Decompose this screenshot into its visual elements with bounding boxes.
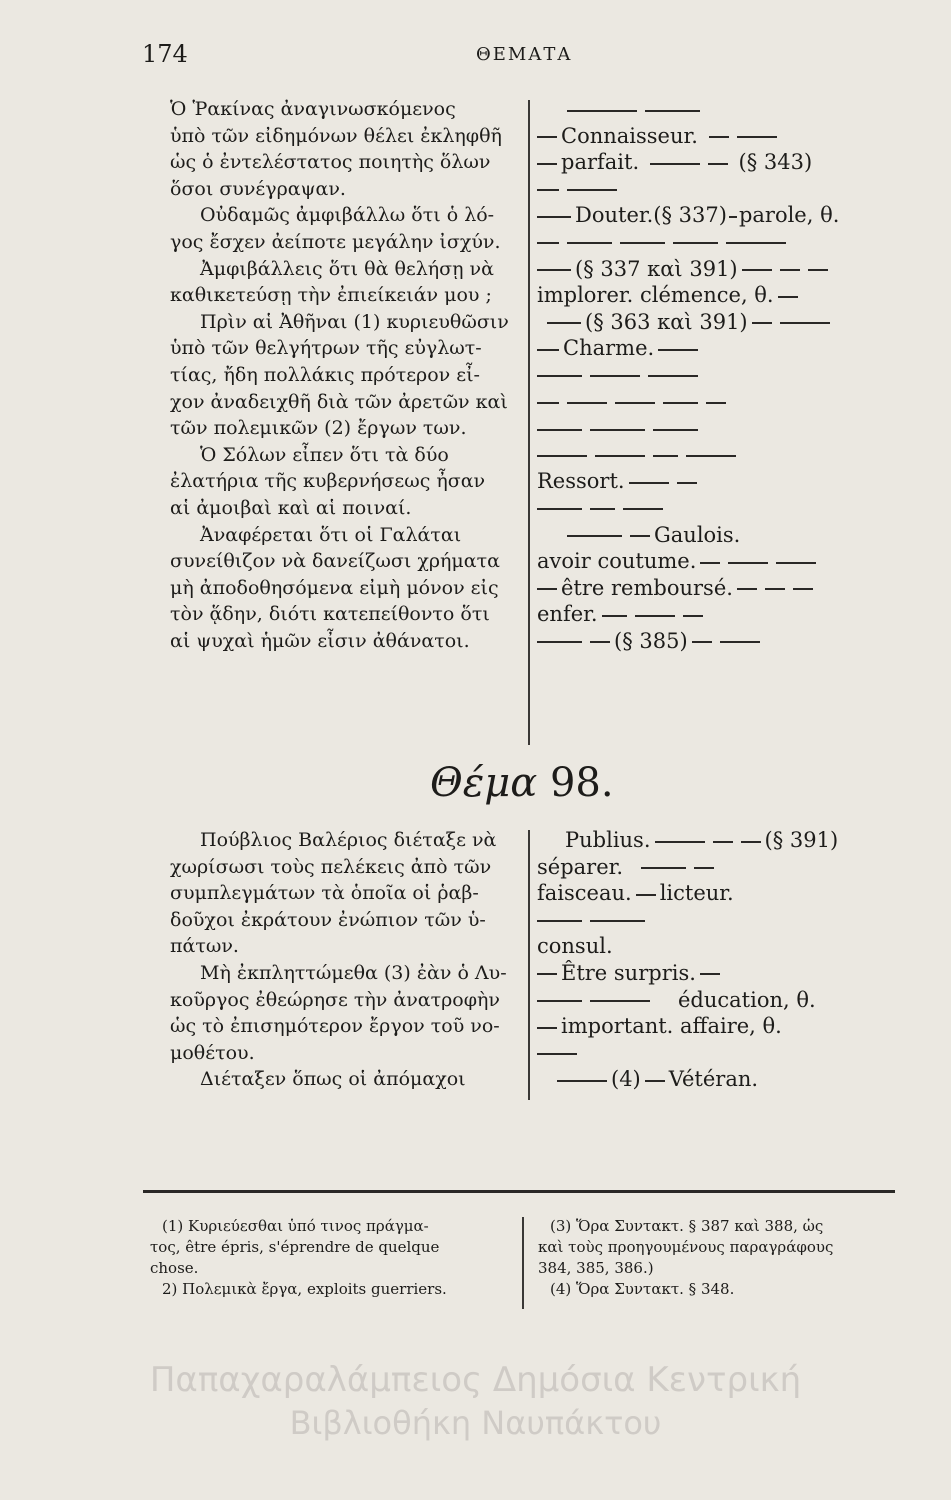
greek-line: αἱ ἀμοιβαὶ καὶ αἱ ποιναί. xyxy=(170,496,412,519)
greek-line: ὑπὸ τῶν θελγήτρων τῆς εὐγλωτ- xyxy=(170,337,482,360)
thema-word: Θέμα xyxy=(430,760,538,806)
paragraph-ref: (§ 391) xyxy=(764,828,839,852)
french-word: Publius. xyxy=(565,828,651,852)
greek-line: δοῦχοι ἐκράτουν ἐνώπιον τῶν ὑ- xyxy=(170,908,486,931)
footnote-line: τος, être épris, s'éprendre de quelque xyxy=(150,1238,440,1256)
french-line xyxy=(537,854,907,881)
french-word: Charme. xyxy=(563,336,655,361)
french-line xyxy=(537,628,907,655)
paragraph-ref: (§ 337 καὶ 391) xyxy=(575,256,738,281)
greek-line: μοθέτου. xyxy=(170,1041,255,1064)
french-word: licteur. xyxy=(659,881,734,906)
greek-line: κοῦργος ἐθεώρησε τὴν ἀνατροφὴν xyxy=(170,988,500,1011)
french-word: Gaulois. xyxy=(654,522,741,547)
footnote-line: (1) Κυριεύεσθαι ὑπό τινος πράγμα- xyxy=(162,1217,429,1235)
french-word: séparer. xyxy=(537,854,624,879)
footnote-line: καὶ τοὺς προηγουμένους παραγράφους xyxy=(538,1238,834,1256)
french-line xyxy=(537,149,907,176)
french-line xyxy=(537,415,907,442)
greek-line: Οὐδαμῶς ἀμφιβάλλω ὅτι ὁ λό- xyxy=(200,204,495,227)
greek-line: Ἀναφέρεται ὅτι οἱ Γαλάται xyxy=(200,523,462,546)
french-word: parfait. xyxy=(561,150,640,175)
french-word: implorer. clémence, θ. xyxy=(537,283,774,308)
footnote-line: (3) Ὅρα Συντακτ. § 387 καὶ 388, ὡς xyxy=(550,1217,824,1235)
footnote-line: (4) Ὅρα Συντακτ. § 348. xyxy=(550,1280,735,1298)
page-header xyxy=(140,40,900,70)
greek-line: συνείθιζον νὰ δανείζωσι χρήματα xyxy=(170,550,500,573)
running-title: ΘΕΜΑΤΑ xyxy=(476,44,573,65)
french-line xyxy=(537,827,907,854)
french-line xyxy=(537,601,907,628)
french-line xyxy=(537,907,907,934)
thema-number: 98. xyxy=(549,760,614,806)
greek-line: τὸν ᾅδην, διότι κατεπείθοντο ὅτι xyxy=(170,603,490,626)
french-line xyxy=(537,96,907,123)
greek-line: ὅσοι συνέγραψαν. xyxy=(170,177,346,200)
french-line xyxy=(537,548,907,575)
greek-line: συμπλεγμάτων τὰ ὁποῖα οἱ ῥαβ- xyxy=(170,882,479,905)
greek-line: καθικετεύσῃ τὴν ἐπιείκειάν μου ; xyxy=(170,284,492,307)
footnote-line: 384, 385, 386.) xyxy=(538,1259,654,1277)
french-word: enfer. xyxy=(537,602,598,627)
paragraph-ref: (§ 385) xyxy=(614,628,688,653)
footnote-line: 2) Πολεμικὰ ἔργα, exploits guerriers. xyxy=(162,1280,447,1298)
greek-line: Ὁ Σόλων εἶπεν ὅτι τὰ δύο xyxy=(200,443,449,466)
french-line xyxy=(537,229,907,256)
greek-line: ἐλατήρια τῆς κυβερνήσεως ἦσαν xyxy=(170,470,486,493)
french-line xyxy=(537,389,907,416)
library-watermark: Παπαχαραλάμπειος Δημόσια Κεντρική xyxy=(149,1360,802,1400)
section2-french-text xyxy=(537,827,907,1093)
french-word: Connaisseur. xyxy=(561,123,698,148)
french-line xyxy=(537,933,907,960)
greek-line: ὡς ὁ ἐντελέστατος ποιητὴς ὅλων xyxy=(170,151,491,174)
greek-line: χον ἀναδειχθῆ διὰ τῶν ἀρετῶν καὶ xyxy=(170,390,508,413)
paragraph-ref: (4) xyxy=(611,1067,641,1092)
greek-line: μὴ ἀποδοθησόμενα εἰμὴ μόνον εἰς xyxy=(170,576,499,599)
french-line xyxy=(537,1066,907,1093)
thema-heading xyxy=(430,760,614,806)
french-word: Être surpris. xyxy=(561,960,696,985)
french-line xyxy=(537,987,907,1014)
greek-line: πάτων. xyxy=(170,935,239,958)
french-line xyxy=(537,880,907,907)
french-line xyxy=(537,1013,907,1040)
french-word: Ressort. xyxy=(537,469,625,494)
paragraph-ref: (§ 343) xyxy=(738,150,813,175)
footnote-divider xyxy=(522,1217,524,1309)
footnotes-left xyxy=(150,1216,515,1300)
french-line xyxy=(537,202,907,229)
page-number: 174 xyxy=(142,40,188,68)
greek-line: ὑπὸ τῶν εἰδημόνων θέλει ἐκληφθῆ xyxy=(170,124,502,147)
french-line xyxy=(537,960,907,987)
french-line xyxy=(537,309,907,336)
greek-line: χωρίσωσι τοὺς πελέκεις ἀπὸ τῶν xyxy=(170,855,492,878)
section1-greek-text xyxy=(170,96,520,654)
french-word: éducation, θ. xyxy=(678,987,816,1012)
greek-line: τῶν πολεμικῶν (2) ἔργων των. xyxy=(170,417,467,440)
greek-line: Πούβλιος Βαλέριος διέταξε νὰ xyxy=(200,829,497,851)
greek-line: ὡς τὸ ἐπισημότερον ἔργον τοῦ νο- xyxy=(170,1015,500,1038)
footnotes-right xyxy=(538,1216,903,1300)
french-line xyxy=(537,335,907,362)
paragraph-ref: (§ 337) xyxy=(653,203,727,228)
french-word: Vétéran. xyxy=(668,1067,759,1092)
french-line xyxy=(537,123,907,150)
greek-line: Μὴ ἐκπληττώμεθα (3) ἐὰν ὁ Λυ- xyxy=(200,961,507,984)
french-line xyxy=(537,575,907,602)
french-word: Douter. xyxy=(575,203,654,228)
french-word: important. affaire, θ. xyxy=(561,1014,782,1039)
french-word: consul. xyxy=(537,934,613,959)
french-line xyxy=(537,176,907,203)
footnote-line: chose. xyxy=(150,1259,199,1277)
greek-line: Διέταξεν ὅπως οἱ ἀπόμαχοι xyxy=(200,1068,466,1091)
french-word: avoir coutume. xyxy=(537,549,697,574)
greek-line: Ὁ Ῥακίνας ἀναγινωσκόμενος xyxy=(170,98,456,120)
greek-line: γος ἔσχεν ἀείποτε μεγάλην ἰσχύν. xyxy=(170,230,501,253)
french-word: parole, θ. xyxy=(738,203,840,228)
library-watermark: Βιβλιοθήκη Ναυπάκτου xyxy=(289,1404,662,1442)
section2-greek-text xyxy=(170,827,520,1093)
french-line xyxy=(537,442,907,469)
french-line xyxy=(537,282,907,309)
column-divider xyxy=(528,830,530,1100)
french-line xyxy=(537,1040,907,1067)
greek-line: αἱ ψυχαὶ ἡμῶν εἶσιν ἀθάνατοι. xyxy=(170,629,470,652)
column-divider xyxy=(528,100,530,745)
paragraph-ref: (§ 363 καὶ 391) xyxy=(585,309,748,334)
french-line xyxy=(537,256,907,283)
french-word: faisceau. xyxy=(537,881,632,906)
greek-line: τίας, ἤδη πολλάκις πρότερον εἶ- xyxy=(170,363,480,386)
french-line xyxy=(537,468,907,495)
footnote-separator xyxy=(143,1190,895,1193)
french-word: être remboursé. xyxy=(561,575,733,600)
french-line xyxy=(537,495,907,522)
section1-french-text xyxy=(537,96,907,654)
greek-line: Ἀμφιβάλλεις ὅτι θὰ θελήσῃ νὰ xyxy=(200,257,494,280)
greek-line: Πρὶν αἱ Ἀθῆναι (1) κυριευθῶσιν xyxy=(200,310,509,333)
french-line xyxy=(537,522,907,549)
french-line xyxy=(537,362,907,389)
